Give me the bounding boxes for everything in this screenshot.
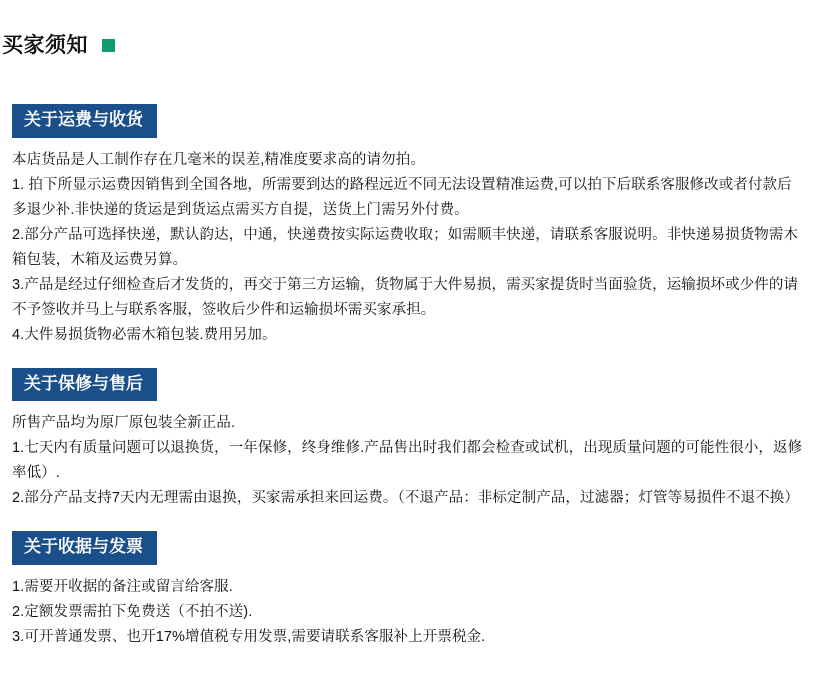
green-square-icon (102, 39, 115, 52)
paragraph: 2.部分产品支持7天内无理需由退换，买家需承担来回运费。（不退产品：非标定制产品，过滤器；灯管等易损件不退不换） (12, 490, 800, 507)
section-warranty (0, 354, 820, 512)
section-heading-shipping: 关于运费与收货 (12, 104, 157, 138)
notice-content (0, 78, 820, 656)
paragraph: 4.大件易损货物必需木箱包装.费用另加。 (12, 326, 277, 343)
paragraph: 1.需要开收据的备注或留言给客服. (12, 579, 233, 596)
paragraph: 1. 拍下所显示运费因销售到全国各地，所需要到达的路程远近不同无法设置精准运费,可以拍下后联系客服修改或者付款后多退少补.非快递的货运是到货运点需买方自提，送货上门需另外付费。 (12, 176, 792, 218)
section-heading-warranty: 关于保修与售后 (12, 368, 157, 402)
page-header (0, 26, 820, 62)
paragraph: 3.产品是经过仔细检查后才发货的，再交于第三方运输，货物属于大件易损，需买家提货时当面验货，运输损坏或少件的请不予签收并马上与联系客服，签收后少件和运输损坏需买家承担。 (12, 276, 799, 318)
section-heading-invoice: 关于收据与发票 (12, 531, 157, 565)
paragraph: 3.可开普通发票、也开17%增值税专用发票,需要请联系客服补上开票税金. (12, 629, 486, 646)
paragraph: 2.部分产品可选择快递，默认韵达，中通，快递费按实际运费收取；如需顺丰快递，请联系客服说明。非快递易损货物需木箱包装，木箱及运费另算。 (12, 226, 799, 268)
page-title: 买家须知 (2, 34, 88, 57)
paragraph: 2.定额发票需拍下免费送（不拍不送). (12, 604, 253, 621)
paragraph: 所售产品均为原厂原包装全新正品. (12, 415, 236, 432)
section-shipping (0, 78, 820, 348)
paragraph: 1.七天内有质量问题可以退换货，一年保修，终身维修.产品售出时我们都会检查或试机，出现质量问题的可能性很小，返修率低）. (12, 440, 803, 482)
paragraph: 本店货品是人工制作存在几毫米的误差,精准度要求高的请勿拍。 (12, 151, 425, 168)
section-invoice (0, 517, 820, 650)
